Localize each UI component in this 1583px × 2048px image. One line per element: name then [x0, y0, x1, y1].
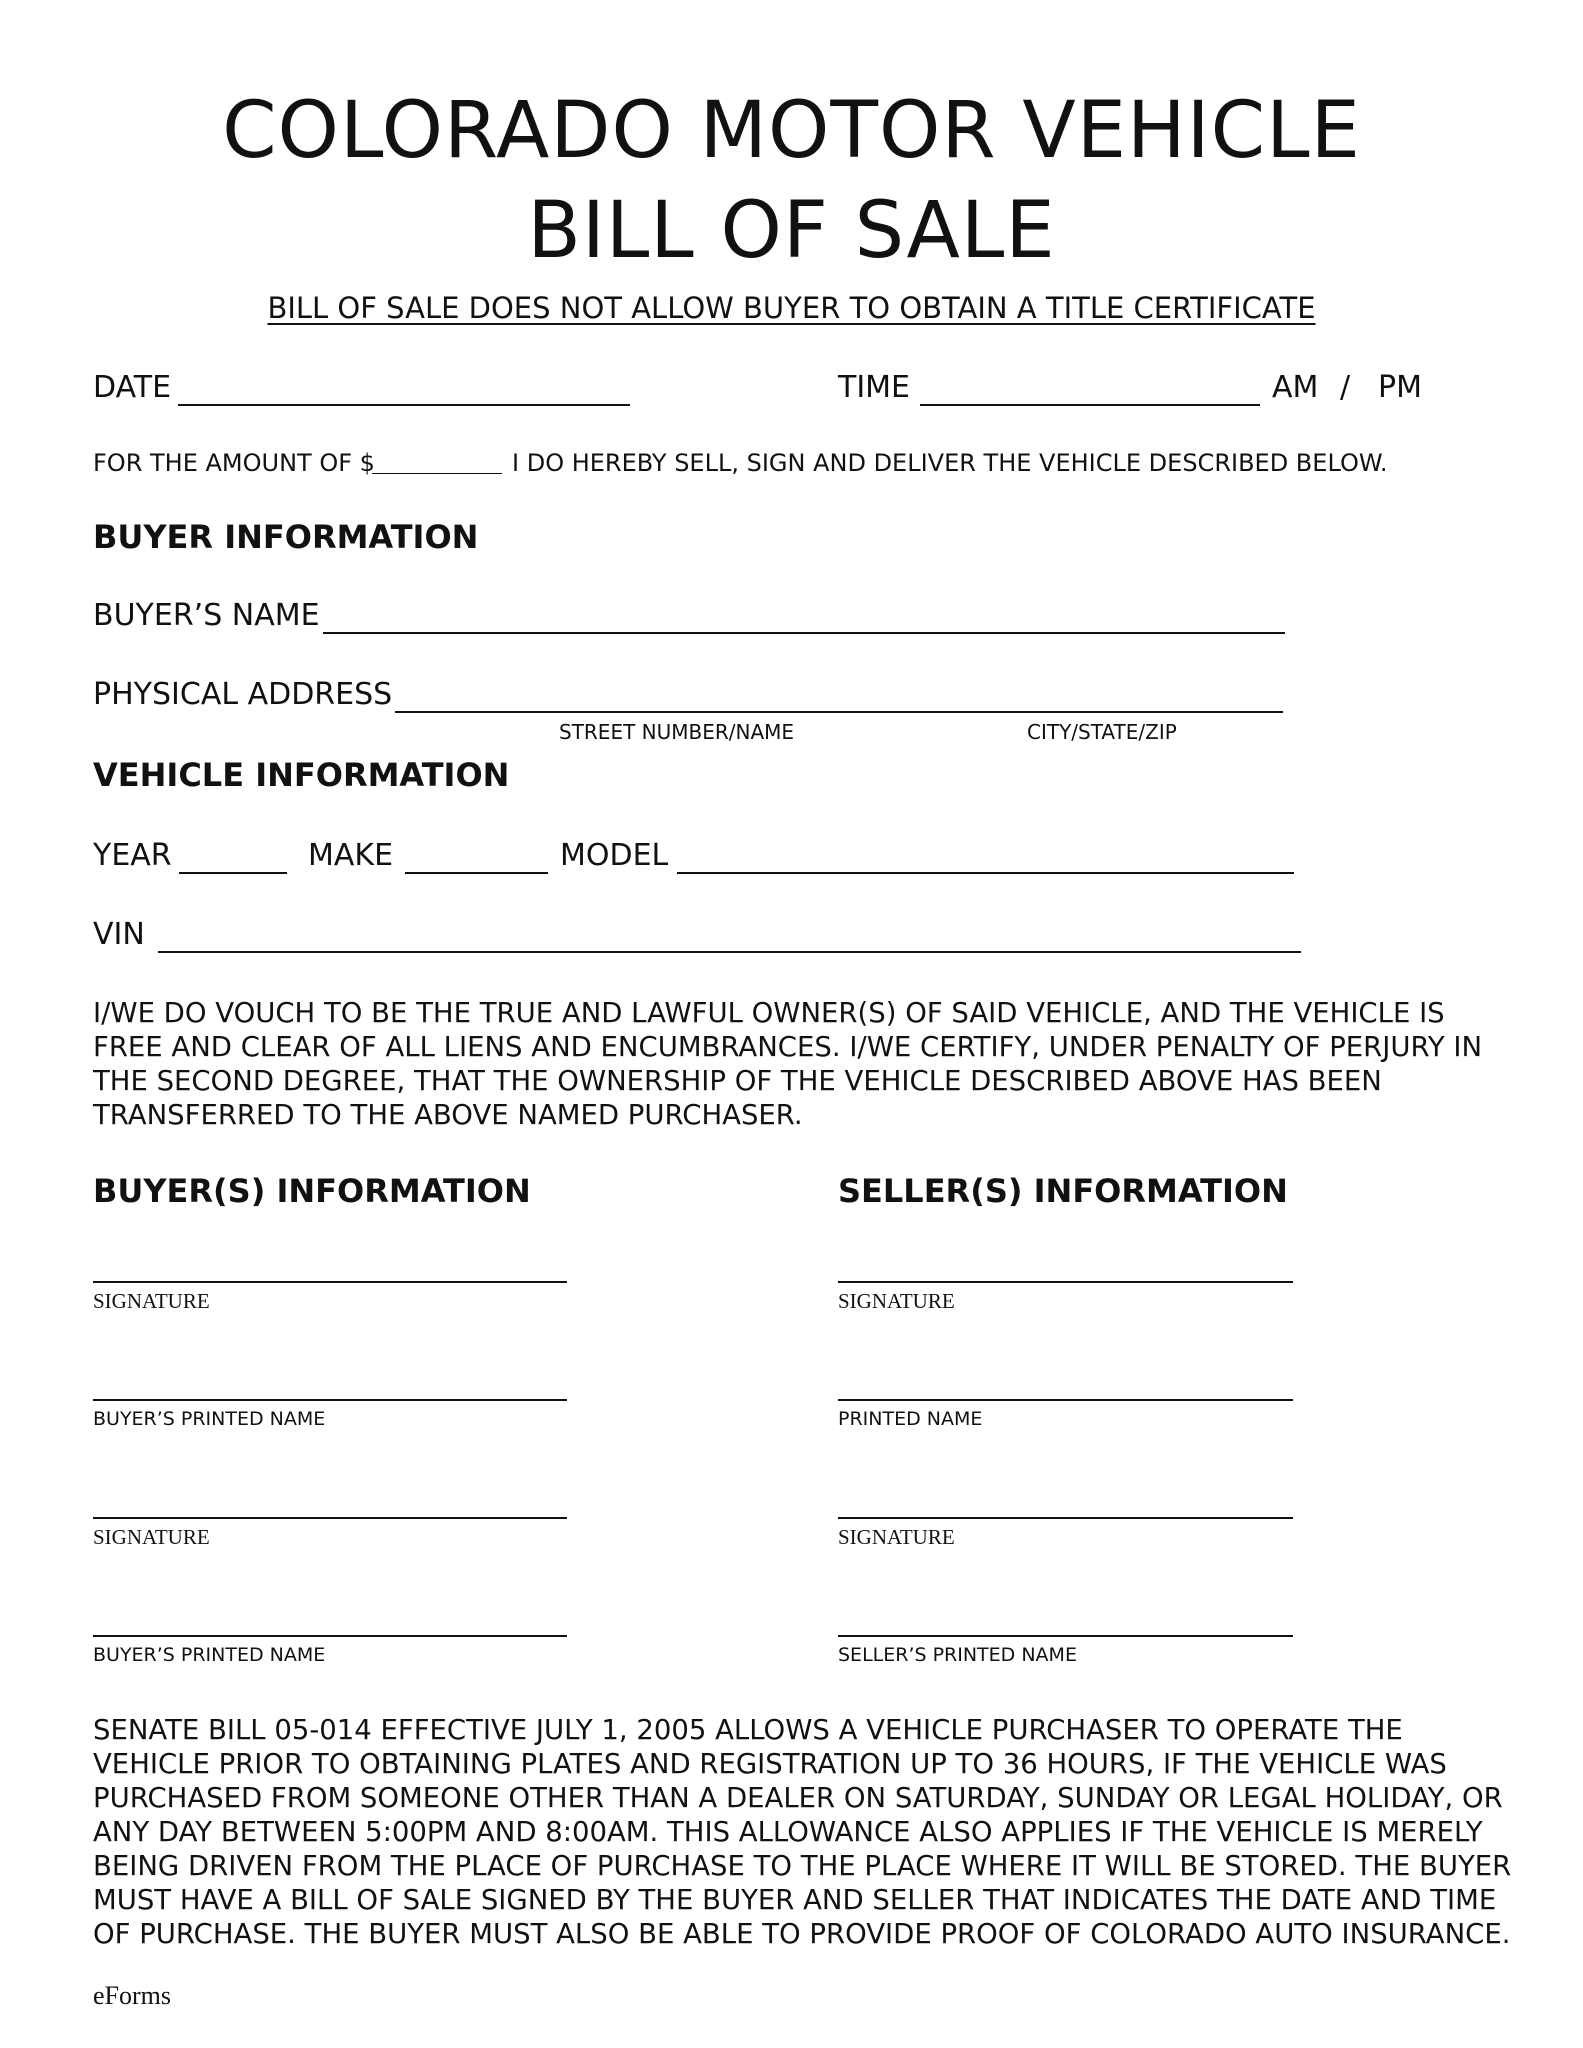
footer-brand: eForms [93, 1981, 171, 2010]
sellers-heading: SELLER(S) INFORMATION [838, 1172, 1288, 1210]
vehicle-info-heading: VEHICLE INFORMATION [93, 756, 510, 794]
date-label: DATE [93, 370, 172, 405]
amount-prefix: FOR THE AMOUNT OF $ [93, 449, 375, 477]
make-label: MAKE [308, 838, 394, 873]
am-pm-separator: / [1340, 370, 1351, 405]
seller-printed-name-2-field[interactable] [838, 1635, 1293, 1637]
model-label: MODEL [560, 838, 669, 873]
buyers-heading: BUYER(S) INFORMATION [93, 1172, 531, 1210]
certification-paragraph: I/WE DO VOUCH TO BE THE TRUE AND LAWFUL OWNER(S) OF SAID VEHICLE, AND THE VEHICLE IS FREE AND CLEAR OF ALL LIENS AND ENCUMBRANCES. I/WE CERTIFY, UNDER PENALTY OF PERJURY IN THE SECOND DEGREE, THAT THE OWNERSHIP OF THE VEHICLE DESCRIBED ABOVE HAS BEEN TRANSFERRED TO THE ABOVE NAMED PURCHASER. [93, 997, 1483, 1131]
buyer-printed-name-2-field[interactable] [93, 1635, 567, 1637]
city-state-zip-caption: CITY/STATE/ZIP [1027, 720, 1177, 744]
seller-signature-2-field[interactable] [838, 1517, 1293, 1519]
model-field[interactable] [677, 872, 1294, 874]
year-label: YEAR [93, 838, 172, 873]
date-field[interactable] [178, 404, 630, 406]
seller-signature-2-caption: SIGNATURE [838, 1525, 955, 1549]
vin-field[interactable] [158, 951, 1301, 953]
pm-option[interactable]: PM [1378, 370, 1422, 405]
buyer-printed-name-2-caption: BUYER’S PRINTED NAME [93, 1644, 326, 1666]
physical-address-field[interactable] [395, 711, 1283, 713]
senate-bill-paragraph: SENATE BILL 05-014 EFFECTIVE JULY 1, 2005 ALLOWS A VEHICLE PURCHASER TO OPERATE THE VEHICLE PRIOR TO OBTAINING PLATES AND REGISTRATION UP TO 36 HOURS, IF THE VEHICLE WAS PURCHASED FROM SOMEONE OTHER THAN A DEALER ON SATURDAY, SUNDAY OR LEGAL HOLIDAY, OR ANY DAY BETWEEN 5:00PM AND 8:00AM. THIS ALLOWANCE ALSO APPLIES IF THE VEHICLE IS MERELY BEING DRIVEN FROM THE PLACE OF PURCHASE TO THE PLACE WHERE IT WILL BE STORED. THE BUYER MUST HAVE A BILL OF SALE SIGNED BY THE BUYER AND SELLER THAT INDICATES THE DATE AND TIME OF PURCHASE. THE BUYER MUST ALSO BE ABLE TO PROVIDE PROOF OF COLORADO AUTO INSURANCE. [93, 1714, 1512, 1950]
seller-signature-1-caption: SIGNATURE [838, 1289, 955, 1313]
amount-field[interactable] [372, 473, 502, 474]
buyer-info-heading: BUYER INFORMATION [93, 518, 479, 556]
year-field[interactable] [179, 872, 287, 874]
buyer-printed-name-1-caption: BUYER’S PRINTED NAME [93, 1408, 326, 1430]
buyer-signature-1-caption: SIGNATURE [93, 1289, 210, 1313]
time-label: TIME [838, 370, 911, 405]
seller-printed-name-1-caption: PRINTED NAME [838, 1408, 983, 1430]
title-notice: BILL OF SALE DOES NOT ALLOW BUYER TO OBTAIN A TITLE CERTIFICATE [267, 291, 1316, 325]
page-subtitle-title: BILL OF SALE [527, 186, 1056, 276]
buyer-signature-2-field[interactable] [93, 1517, 567, 1519]
vin-label: VIN [93, 917, 145, 952]
amount-suffix: I DO HEREBY SELL, SIGN AND DELIVER THE VEHICLE DESCRIBED BELOW. [512, 449, 1388, 477]
seller-printed-name-1-field[interactable] [838, 1399, 1293, 1401]
street-caption: STREET NUMBER/NAME [559, 720, 795, 744]
am-option[interactable]: AM [1272, 370, 1319, 405]
physical-address-label: PHYSICAL ADDRESS [93, 677, 393, 712]
make-field[interactable] [405, 872, 548, 874]
seller-signature-1-field[interactable] [838, 1281, 1293, 1283]
buyer-printed-name-1-field[interactable] [93, 1399, 567, 1401]
buyer-signature-2-caption: SIGNATURE [93, 1525, 210, 1549]
seller-printed-name-2-caption: SELLER’S PRINTED NAME [838, 1644, 1077, 1666]
buyer-signature-1-field[interactable] [93, 1281, 567, 1283]
time-field[interactable] [920, 404, 1260, 406]
buyer-name-label: BUYER’S NAME [93, 598, 320, 633]
buyer-name-field[interactable] [323, 632, 1285, 634]
page-title: COLORADO MOTOR VEHICLE [222, 86, 1361, 176]
